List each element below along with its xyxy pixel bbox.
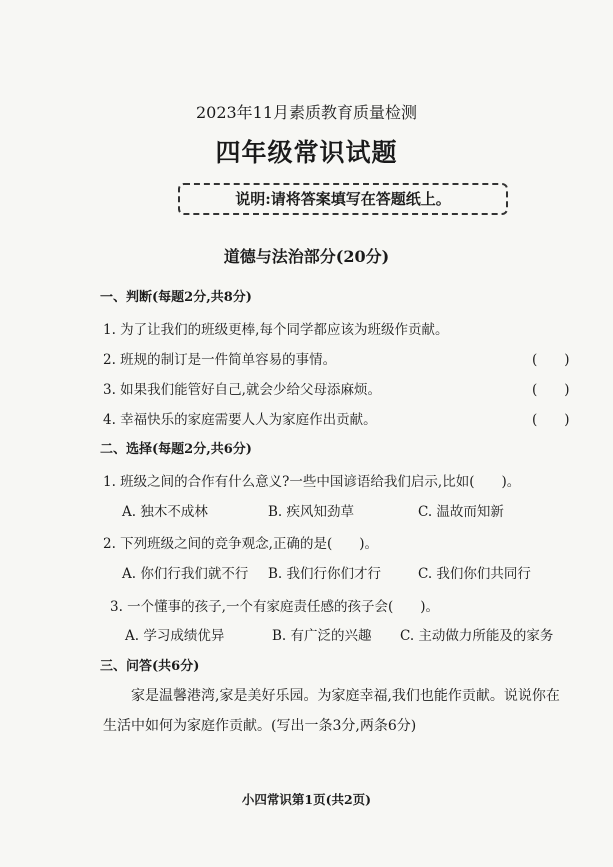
- answer-bracket-3: ( ): [532, 382, 570, 398]
- part1-heading: 一、判断(每题2分,共8分): [100, 290, 252, 305]
- part3-heading: 三、问答(共6分): [100, 659, 200, 674]
- choice-question-3: 3. 一个懂事的孩子,一个有家庭责任感的孩子会( )。: [110, 599, 439, 615]
- choice-question-2: 2. 下列班级之间的竞争观念,正确的是( )。: [103, 536, 378, 552]
- answer-bracket-2: ( ): [532, 352, 570, 368]
- judge-question-4: 4. 幸福快乐的家庭需要人人为家庭作出贡献。: [103, 412, 377, 428]
- instruction-note: 说明:请将答案填写在答题纸上。: [178, 183, 508, 215]
- choice-3-option-a: A. 学习成绩优异: [125, 628, 225, 644]
- choice-3-option-c: C. 主动做力所能及的家务: [400, 628, 554, 644]
- page-footer: 小四常识第1页(共2页): [241, 792, 372, 807]
- essay-prompt-line-1: 家是温馨港湾,家是美好乐园。为家庭幸福,我们也能作贡献。说说你在: [103, 688, 560, 704]
- choice-1-option-c: C. 温故而知新: [418, 504, 504, 520]
- essay-prompt-line-2: 生活中如何为家庭作贡献。(写出一条3分,两条6分): [103, 718, 417, 734]
- judge-question-1: 1. 为了让我们的班级更棒,每个同学都应该为班级作贡献。: [103, 322, 449, 338]
- judge-question-3: 3. 如果我们能管好自己,就会少给父母添麻烦。: [103, 382, 381, 398]
- choice-2-option-b: B. 我们行你们才行: [268, 566, 382, 582]
- choice-1-option-b: B. 疾风知劲草: [268, 504, 355, 520]
- choice-3-option-b: B. 有广泛的兴趣: [272, 628, 372, 644]
- answer-bracket-4: ( ): [532, 412, 570, 428]
- choice-question-1: 1. 班级之间的合作有什么意义?一些中国谚语给我们启示,比如( )。: [103, 474, 521, 490]
- choice-1-option-a: A. 独木不成林: [122, 504, 208, 520]
- section-title: 道德与法治部分(20分): [223, 247, 390, 266]
- choice-2-option-a: A. 你们行我们就不行: [122, 566, 249, 582]
- exam-date-line: 2023年11月素质教育质量检测: [195, 103, 418, 122]
- choice-2-option-c: C. 我们你们共同行: [418, 566, 531, 582]
- judge-question-2: 2. 班规的制订是一件简单容易的事情。: [103, 352, 337, 368]
- exam-title: 四年级常识试题: [215, 138, 398, 167]
- part2-heading: 二、选择(每题2分,共6分): [100, 442, 252, 457]
